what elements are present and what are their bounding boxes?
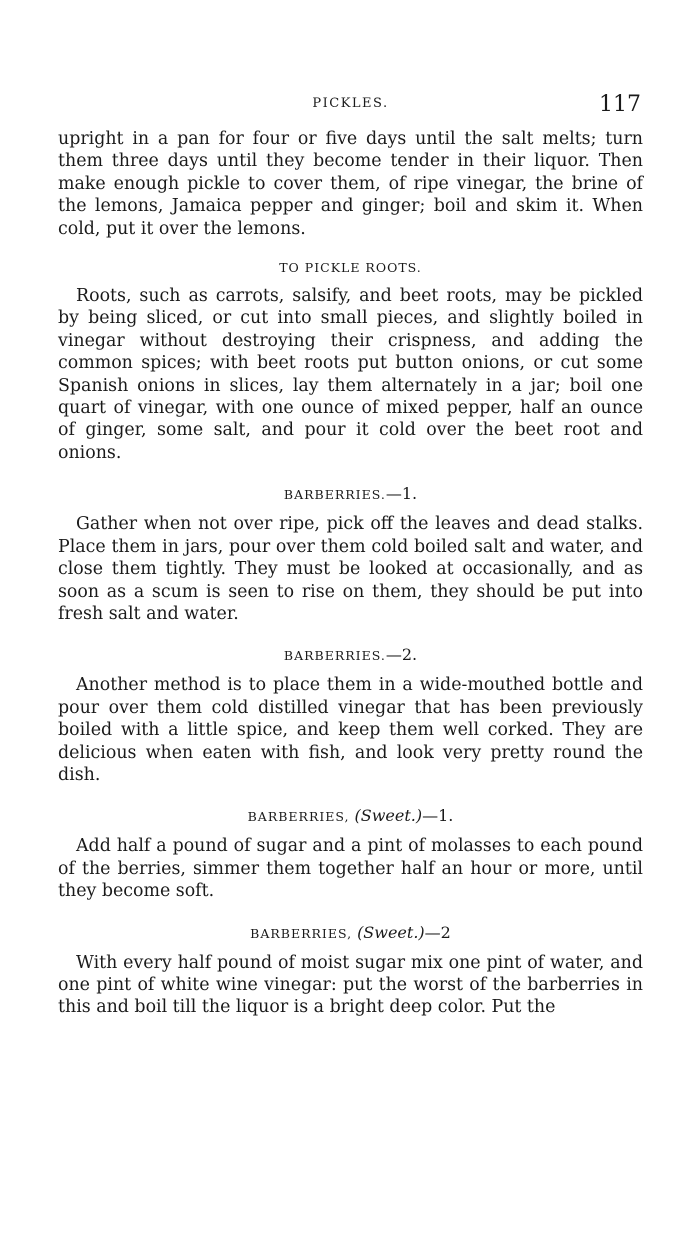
recipe-heading xyxy=(58,260,643,275)
recipe-body: Gather when not over ripe, pick off the leaves and dead stalks. Place them in jars, pour over them cold boiled salt and water, and close them tightly. They must be looked at occasionally, and as soon as a scum is seen to rise on them, they should be put into fresh salt and water. xyxy=(58,514,643,624)
recipe-heading xyxy=(58,923,643,942)
recipe-subtitle: (Sweet.) xyxy=(354,806,423,826)
recipe-number: —2. xyxy=(385,645,418,665)
running-title: PICKLES. xyxy=(312,96,389,111)
book-page xyxy=(58,92,643,1019)
recipe-title: BARBERRIES. xyxy=(283,648,386,664)
page-number: 117 xyxy=(599,92,641,117)
recipe-barberries-sweet-1 xyxy=(58,806,643,902)
recipe-body: With every half pound of moist sugar mix one pint of water, and one pint of white wine vinegar: put the worst of the barberries in this and boil till the liquor is a bright deep color. Put the xyxy=(58,952,643,1018)
recipe-body: Add half a pound of sugar and a pint of molasses to each pound of the berries, simmer them together half an hour or more, until they become soft. xyxy=(58,836,643,902)
recipe-title: BARBERRIES, xyxy=(247,809,350,825)
recipe-pickle-roots xyxy=(58,260,643,464)
recipe-number: —1. xyxy=(422,806,454,826)
recipe-title: BARBERRIES. xyxy=(283,487,386,503)
recipe-subtitle: (Sweet.) xyxy=(357,922,425,942)
recipe-barberries-sweet-2 xyxy=(58,923,643,1019)
recipe-heading xyxy=(58,645,643,664)
running-header xyxy=(58,92,643,128)
recipe-heading xyxy=(58,484,643,503)
recipe-body: Roots, such as carrots, salsify, and beet roots, may be pickled by being sliced, or cut into small pieces, and slightly boiled in vinegar without destroying their crispness, and adding the common spices; with beet roots put button onions, or cut some Spanish onions in slices, lay them alternately in a jar; boil one quart of vinegar, with one ounce of mixed pepper, half an ounce of ginger, some salt, and pour it cold over the beet root and onions. xyxy=(58,286,643,463)
recipe-barberries-1 xyxy=(58,484,643,625)
recipe-heading xyxy=(58,806,643,825)
recipe-body: Another method is to place them in a wide-mouthed bottle and pour over them cold distilled vinegar that has been previously boiled with a little spice, and keep them well corked. They are delicious when eaten with fish, and look very pretty round the dish. xyxy=(58,675,643,785)
recipe-number: —2 xyxy=(424,922,451,942)
recipe-barberries-2 xyxy=(58,645,643,786)
recipe-title: TO PICKLE ROOTS. xyxy=(279,260,422,276)
recipe-number: —1. xyxy=(385,484,418,504)
continuation-paragraph: upright in a pan for four or five days until the salt melts; turn them three days until they become tender in their liquor. Then make enough pickle to cover them, of ripe vinegar, the brine of the lemons, Jamaica pepper and ginger; boil and skim it. When cold, put it over the lemons. xyxy=(58,129,643,239)
recipe-title: BARBERRIES, xyxy=(250,925,353,941)
